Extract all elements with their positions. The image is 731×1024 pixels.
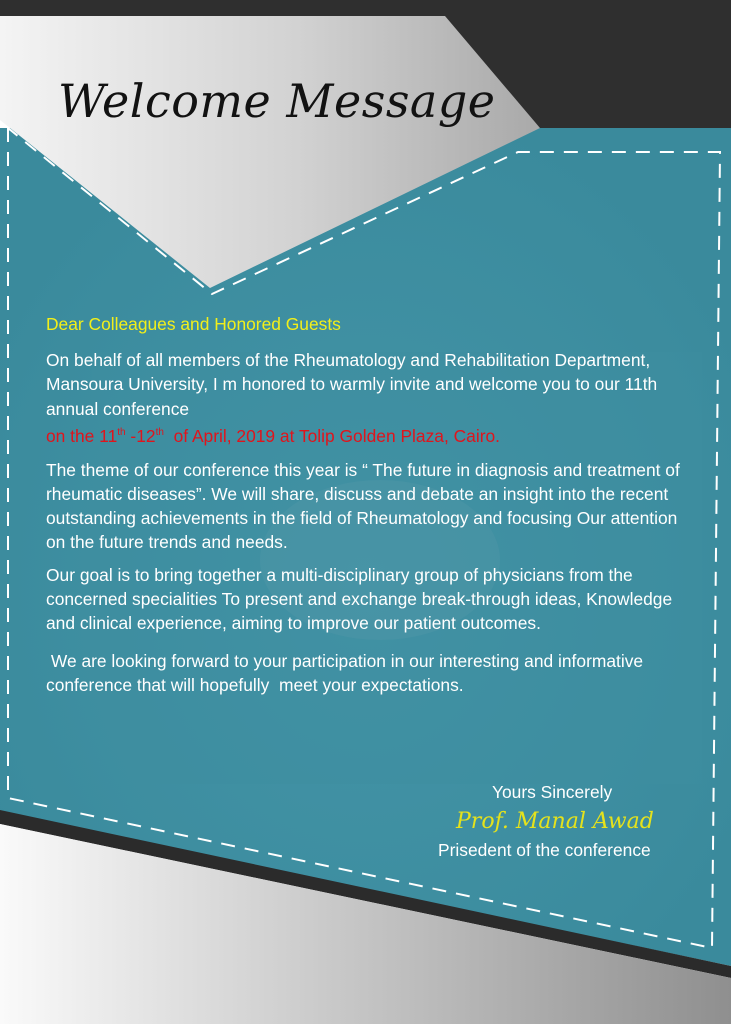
date-sup-1: th	[117, 426, 126, 438]
signature: Prof. Manal Awad	[456, 809, 654, 834]
salutation: Dear Colleagues and Honored Guests	[46, 314, 341, 334]
date-suffix: of April, 2019 at Tolip Golden Plaza, Cairo.	[163, 425, 500, 446]
date-middle: -12	[125, 425, 156, 446]
theme-paragraph: The theme of our conference this year is “ The future in diagnosis and treatment of rheumatic diseases”. We will share, discuss and debate an insight into the recent outstanding achievements in the field of Rheumatology and focusing Our attention on the future trends and needs.	[46, 459, 680, 553]
signatory-role: Prisedent of the conference	[438, 840, 651, 860]
page-title: Welcome Message	[58, 74, 496, 128]
date-prefix: on the 11	[46, 425, 118, 446]
closing-paragraph: We are looking forward to your participation in our interesting and informative conference that will hopefully meet your expectations.	[46, 651, 648, 696]
conference-date-line	[46, 421, 686, 448]
letter-body	[46, 312, 686, 698]
signature-block	[430, 780, 700, 862]
date-sup-2: th	[155, 426, 164, 438]
intro-paragraph: On behalf of all members of the Rheumatology and Rehabilitation Department, Mansoura University, I m honored to warmly invite and welcome you to our 11th annual conference	[46, 350, 658, 419]
sign-off: Yours Sincerely	[492, 782, 613, 802]
goal-paragraph: Our goal is to bring together a multi-disciplinary group of physicians from the concerned specialities To present and exchange break-through ideas, Knowledge and clinical experience, aiming to improve our patient outcomes.	[46, 564, 673, 634]
